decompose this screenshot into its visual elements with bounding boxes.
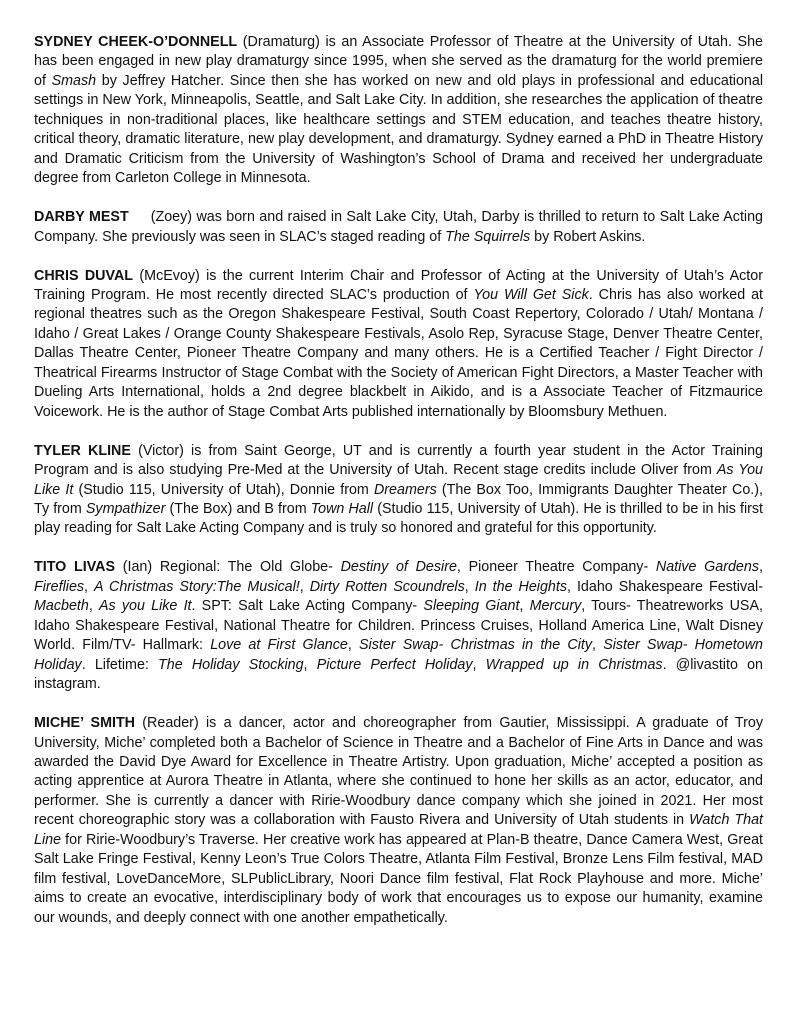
bio-name: TYLER KLINE <box>34 442 131 459</box>
bio-text <box>34 34 763 186</box>
bio-text-segment: , <box>84 578 95 595</box>
bio-text-segment: , <box>519 598 530 615</box>
bio-title-italic: As you Like It <box>99 598 192 615</box>
bio-title-italic: Sister Swap- Christmas in the City <box>359 637 593 654</box>
bio-title-italic: Dreamers <box>373 481 437 498</box>
bio-title-italic: Picture Perfect Holiday <box>316 656 473 673</box>
bio-darby-mest <box>34 208 763 247</box>
bio-text <box>34 443 763 537</box>
bio-title-italic: Destiny of Desire <box>340 559 457 576</box>
bio-text-segment: , Tours- Theatreworks USA, Idaho Shakespeare Festival, National Theatre for Children. Princess Cruises, Holland America Line, Walt Disney World. Film/TV- Hallmark: <box>34 598 763 654</box>
bio-text-segment: , <box>464 578 475 595</box>
bios-page <box>34 33 763 948</box>
bio-text-segment: (Reader) is a dancer, actor and choreographer from Gautier, Mississippi. A graduate of Troy University, Miche’ completed both a Bachelor of Science in Theatre and a Bachelor of Fine Arts in Dance and was awarded the David Dye Award for Excellence in Theatre Artistry. Upon graduation, Miche’ accepted a position as acting apprentice at Aurora Theatre in Atlanta, where she continued to hone her skills as an actor, educator, and performer. She is currently a dancer with Ririe-Woodbury dance company which she joined in 2021. Her most recent choreographic story was a collaboration with Fausto Rivera and University of Utah students in <box>34 715 763 829</box>
bio-title-italic: Sympathizer <box>85 501 166 518</box>
bio-title-italic: Wrapped up in Christmas <box>485 656 663 673</box>
bio-text-segment: . Lifetime: <box>81 656 159 673</box>
bio-title-italic: A Christmas Story:The Musical! <box>94 578 300 595</box>
bio-text-segment: , <box>303 656 317 673</box>
bio-text-segment: , Idaho Shakespeare Festival- <box>567 578 763 595</box>
bio-title-italic: You Will Get Sick <box>473 286 589 303</box>
bio-name: MICHE’ SMITH <box>34 715 136 732</box>
bio-title-italic: The Squirrels <box>445 228 531 245</box>
bio-title-italic: The Holiday Stocking <box>158 656 304 673</box>
bio-text-segment: . SPT: Salt Lake Acting Company- <box>191 598 424 615</box>
bio-text-segment: . @livastito on instagram. <box>34 656 763 693</box>
bio-text-segment: , <box>472 656 486 673</box>
bio-text-segment: (Victor) is from Saint George, UT and is currently a fourth year student in the Actor Training Program and is also studying Pre-Med at the University of Utah. Recent stage credits include Oliver from <box>34 442 763 479</box>
bio-sydney-cheek-odonnell <box>34 33 763 189</box>
bio-title-italic: In the Heights <box>474 578 567 595</box>
bio-title-italic: As You Like It <box>34 462 763 498</box>
bio-title-italic: Macbeth <box>34 598 89 615</box>
bio-title-italic: Sister Swap- Hometown Holiday <box>34 637 763 673</box>
bio-tito-livas <box>34 558 763 694</box>
bio-title-italic: Mercury <box>529 598 582 615</box>
bio-title-italic: Sleeping Giant <box>423 598 520 615</box>
bio-text-segment: , <box>758 559 763 576</box>
bio-title-italic: Watch That Line <box>34 812 764 848</box>
bio-title-italic: Native Gardens <box>655 559 759 576</box>
bio-text <box>34 559 763 692</box>
bio-miche-smith <box>34 714 763 928</box>
bio-text-segment: , <box>88 598 100 615</box>
bio-text-segment: by Robert Askins. <box>530 228 646 245</box>
bio-title-italic: Smash <box>51 72 97 89</box>
bio-text-segment: (The Box Too, Immigrants Daughter Theater Co.), Ty from <box>34 481 763 518</box>
bio-text-segment: (The Box) and B from <box>165 501 311 518</box>
bio-title-italic: Dirty Rotten Scoundrels <box>309 578 465 595</box>
bio-chris-duval <box>34 267 763 423</box>
bio-title-italic: Love at First Glance <box>210 637 348 654</box>
bio-text-segment: by Jeffrey Hatcher. Since then she has worked on new and old plays in professional and educational settings in New York, Minneapolis, Seattle, and Salt Lake City. In addition, she researches the application of theatre techniques in non-traditional places, like healthcare settings and STEM education, and teaches theatre history, critical theory, dramatic literature, new play development, and dramaturgy. Sydney earned a PhD in Theatre History and Dramatic Criticism from the University of Washington’s School of Drama and received her undergraduate degree from Carleton College in Minnesota. <box>34 72 763 187</box>
bio-title-italic: Town Hall <box>310 501 374 518</box>
bio-name: DARBY MEST <box>34 209 147 226</box>
bio-text-segment: (Ian) Regional: The Old Globe- <box>115 559 341 576</box>
bio-text-segment: , <box>299 578 310 595</box>
bio-name: SYDNEY CHEEK-O’DONNELL <box>34 34 238 50</box>
bio-text <box>34 715 763 926</box>
bio-name: TITO LIVAS <box>34 559 116 576</box>
bio-text-segment: (Dramaturg) is an Associate Professor of Theatre at the University of Utah. She has been engaged in new play dramaturgy since 1995, when she served as the dramaturg for the world premiere of <box>34 34 763 89</box>
bio-text-segment: (McEvoy) is the current Interim Chair and Professor of Acting at the University of Utah’s Actor Training Program. He most recently directed SLAC’s production of <box>34 267 763 303</box>
bio-tyler-kline <box>34 442 763 539</box>
bio-text <box>34 268 763 420</box>
bio-text-segment: for Ririe-Woodbury’s Traverse. Her creative work has appeared at Plan-B theatre, Dance Camera West, Great Salt Lake Fringe Festival, Kenny Leon’s True Colors Theatre, Atlanta Film Festival, Bronze Lens Film festival, MAD film festival, LoveDanceMore, SLPublicLibrary, Noori Dance film festival, Flat Rock Playhouse and more. Miche’ aims to create an evocative, interdisciplinary body of work that encourages us to expose our humanity, examine our wounds, and deeply connect with one another empathetically. <box>34 831 763 926</box>
bio-title-italic: Fireflies <box>34 578 85 595</box>
bio-text-segment: (Zoey) was born and raised in Salt Lake City, Utah, Darby is thrilled to return to Salt Lake Acting Company. She previously was seen in SLAC’s staged reading of <box>34 209 764 245</box>
bio-text-segment: (Studio 115, University of Utah), Donnie from <box>73 481 374 498</box>
bio-text-segment: (Studio 115, University of Utah). He is thrilled to be in his first play reading for Salt Lake Acting Company and is truly so honored and grateful for this opportunity. <box>34 501 764 537</box>
bio-text-segment: , <box>592 637 604 654</box>
bio-text-segment: . Chris has also worked at regional theatres such as the Oregon Shakespeare Festival, South Coast Repertory, Colorado / Utah/ Montana / Idaho / Great Lakes / Orange County Shakespeare Festivals, Asolo Rep, Syracuse Stage, Denver Theatre Center, Dallas Theatre Center, Pioneer Theatre Company and many others. He is a Certified Teacher / Fight Director / Theatrical Firearms Instructor of Stage Combat with the Society of American Fight Directors, a Master Teacher with Dueling Arts International, holds a 2nd degree blackbelt in Aikido, and is a Associate Teacher of Fitzmaurice Voicework. He is the author of Stage Combat Arts published internationally by Bloomsbury Methuen. <box>34 286 763 420</box>
bio-text-segment: , Pioneer Theatre Company- <box>456 559 656 576</box>
bio-text-segment: , <box>347 637 359 654</box>
bio-name: CHRIS DUVAL <box>34 267 134 284</box>
